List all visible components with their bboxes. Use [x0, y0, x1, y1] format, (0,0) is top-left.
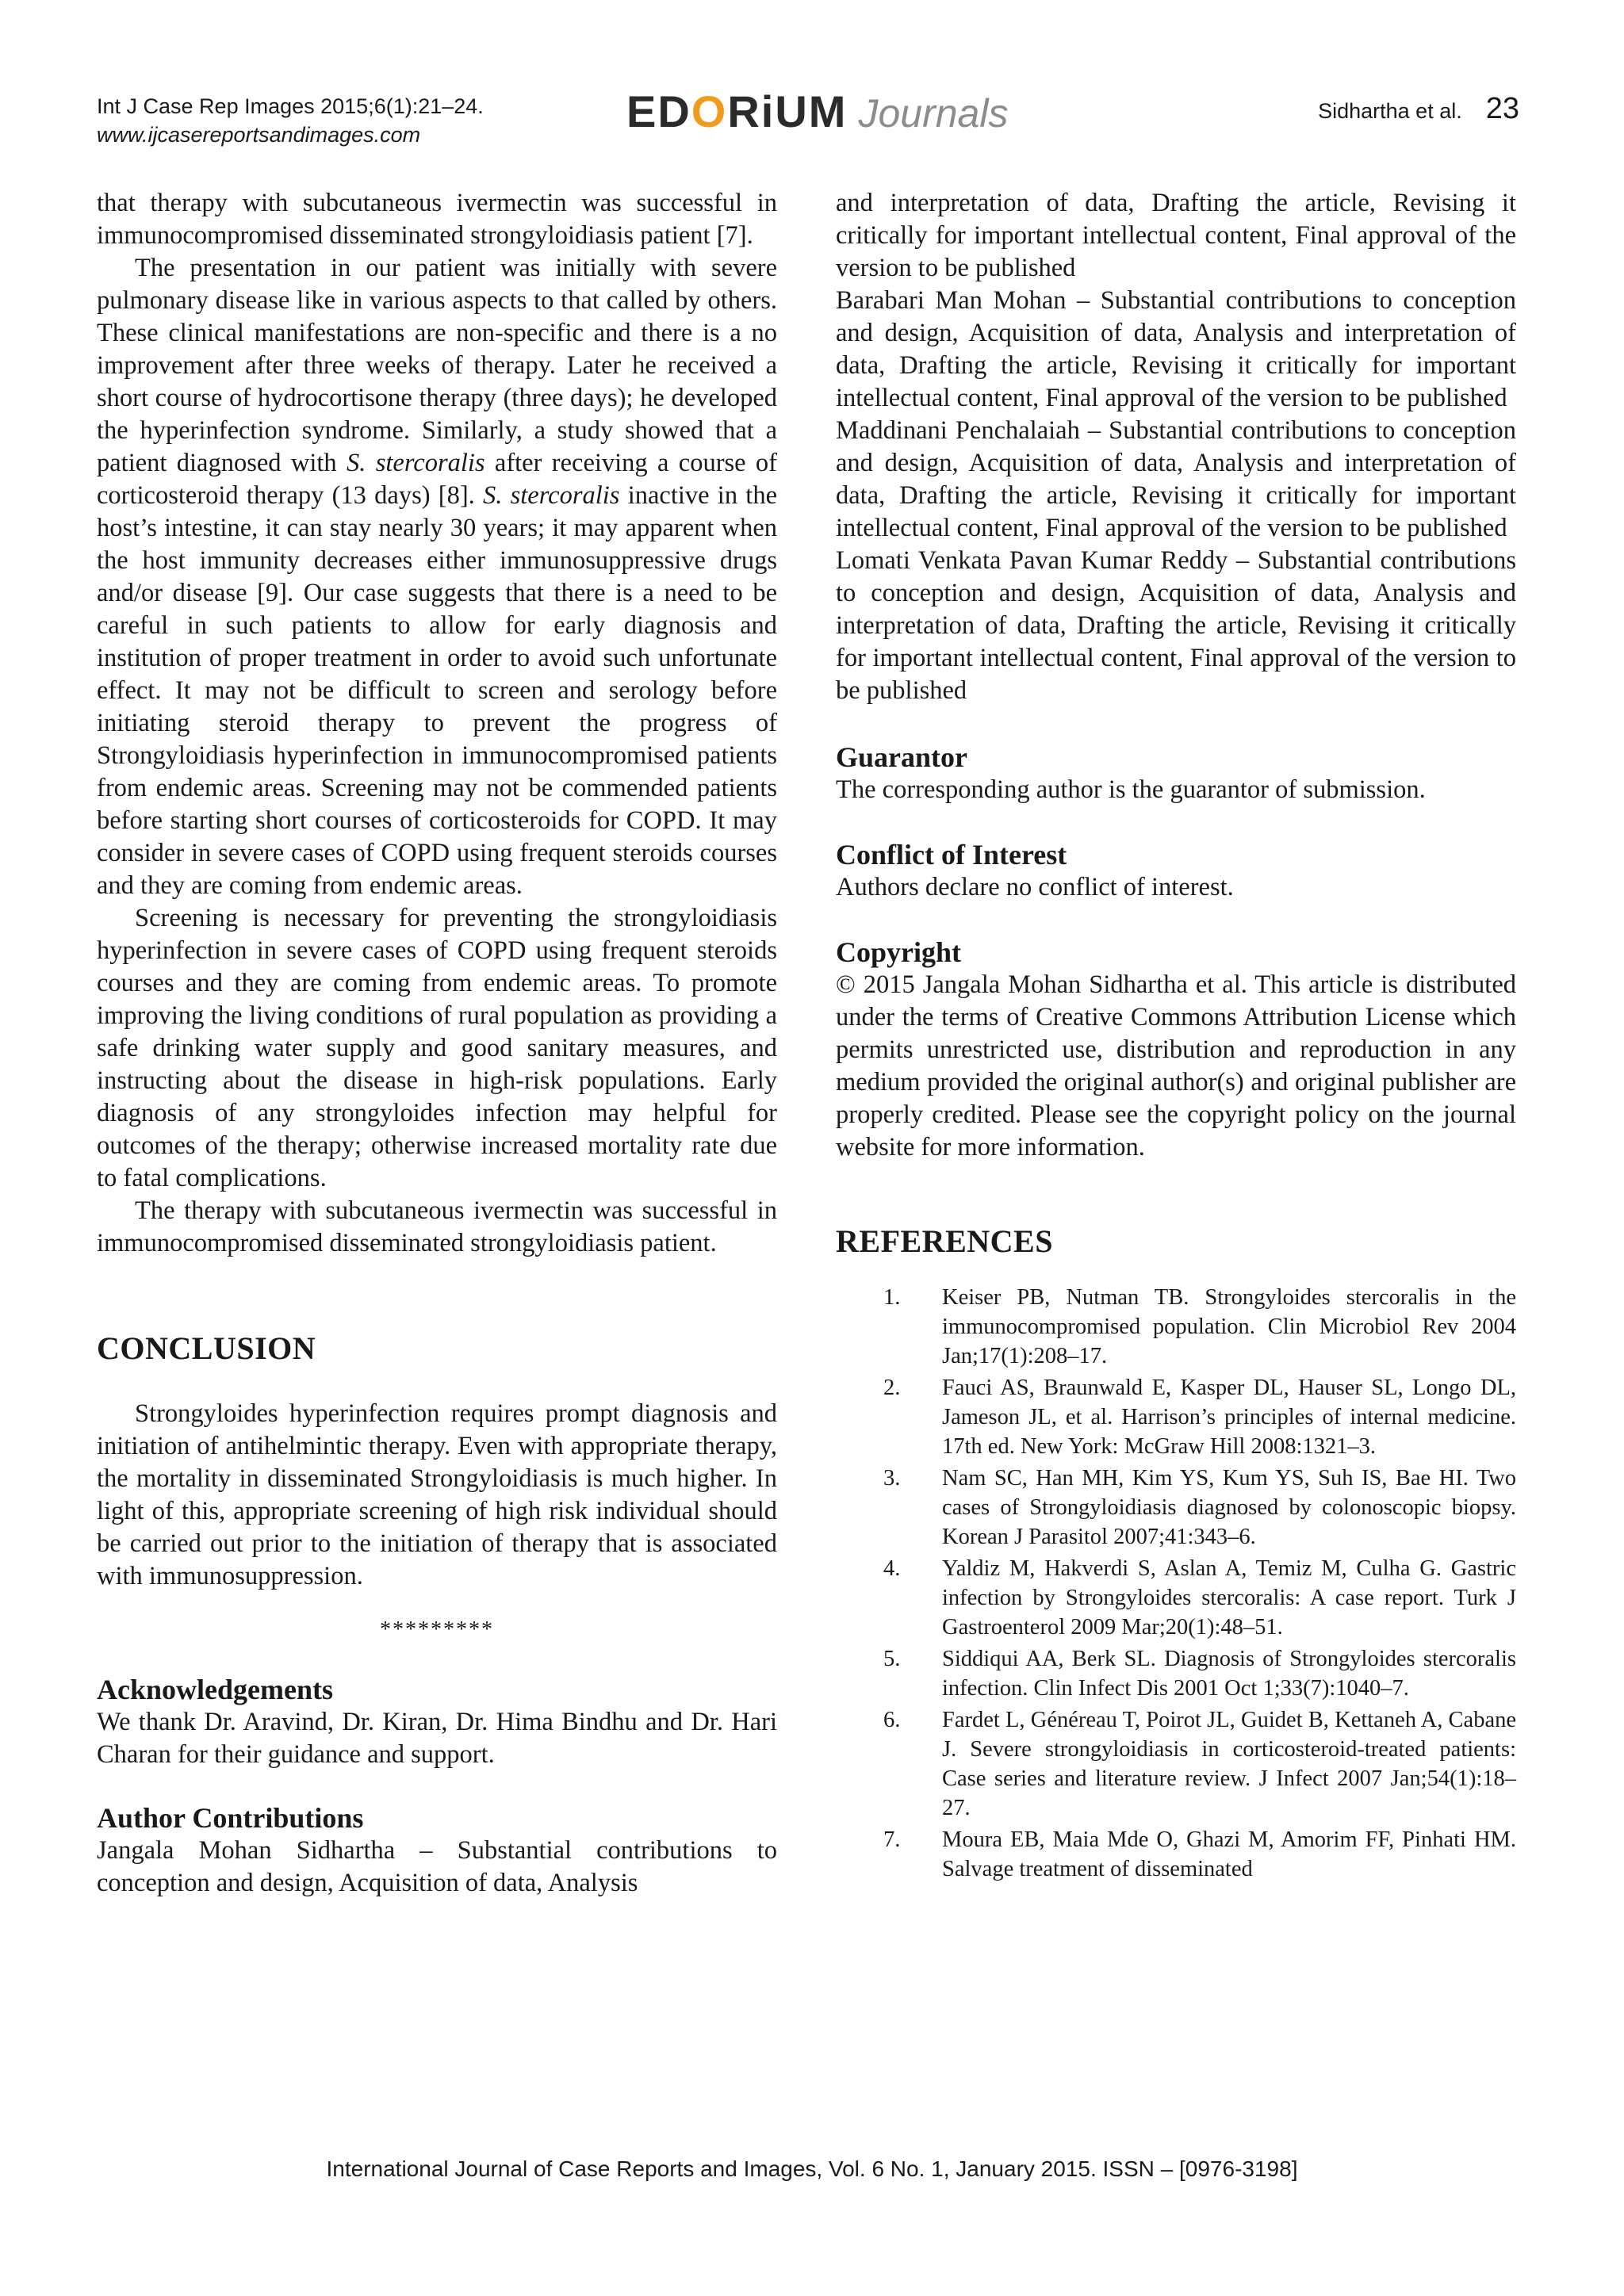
conclusion-heading: CONCLUSION: [97, 1330, 316, 1366]
reference-item: 5. Siddiqui AA, Berk SL. Diagnosis of Strongyloides stercoralis infection. Clin Infect Dis 2001 Oct 1;33(7):1040–7.: [883, 1647, 1516, 1701]
running-header-left: [97, 92, 484, 149]
author-contribution: and interpretation of data, Drafting the article, Revising it critically for important intellectual content, Final approval of the version to be published: [836, 189, 1516, 282]
author-contribution: Maddinani Penchalaiah – Substantial contributions to conception and design, Acquisition of data, Analysis and interpretation of data, Drafting the article, Revising it critically for important intellectual content, Final approval of the version to be published: [836, 416, 1516, 542]
reference-item: 3. Nam SC, Han MH, Kim YS, Kum YS, Suh IS, Bae HI. Two cases of Strongyloidiasis diagnosed by colonoscopic biopsy. Korean J Parasitol 2007;41:343–6.: [883, 1466, 1516, 1549]
author-contribution: Barabari Man Mohan – Substantial contributions to conception and design, Acquisition of data, Analysis and interpretation of data, Drafting the article, Revising it critically for important intellectual content, Final approval of the version to be published: [836, 286, 1516, 412]
section-separator: *********: [380, 1617, 494, 1642]
right-column: [836, 187, 1516, 1886]
reference-item: 4. Yaldiz M, Hakverdi S, Aslan A, Temiz M, Culha G. Gastric infection by Strongyloides stercoralis: A case report. Turk J Gastroenterol 2009 Mar;20(1):48–51.: [883, 1556, 1516, 1640]
reference-item: 6. Fardet L, Généreau T, Poirot JL, Guidet B, Kettaneh A, Cabane J. Severe strongyloidiasis in corticosteroid-treated patients: Case series and literature review. J Infect 2007 Jan;54(1):18–27.: [883, 1708, 1516, 1820]
edorium-journals-logo: [626, 86, 1008, 141]
page-footer: International Journal of Case Reports and Images, Vol. 6 No. 1, January 2015. ISSN – [0976-3198]: [326, 2156, 1298, 2181]
reference-item: 1. Keiser PB, Nutman TB. Strongyloides stercoralis in the immunocompromised population. Clin Microbiol Rev 2004 Jan;17(1):208–17.: [883, 1285, 1516, 1368]
body-paragraph: Screening is necessary for preventing the strongyloidiasis hyperinfection in severe cases of COPD using frequent steroids courses and they are coming from endemic areas. To promote improving the living conditions of rural population as providing a safe drinking water supply and good sanitary measures, and instructing about the disease in high-risk populations. Early diagnosis of any strongyloides infection may helpful for outcomes of the therapy; otherwise increased mortality rate due to fatal complications.: [97, 904, 777, 1192]
acknowledgements-heading: Acknowledgements: [97, 1674, 333, 1705]
conflict-of-interest-heading: Conflict of Interest: [836, 839, 1067, 871]
guarantor-text: The corresponding author is the guarantor of submission.: [836, 775, 1426, 804]
reference-list: [836, 1283, 1516, 1884]
guarantor-heading: Guarantor: [836, 741, 967, 773]
body-paragraph: that therapy with subcutaneous ivermectin was successful in immunocompromised disseminated strongyloidiasis patient [7].: [97, 189, 777, 250]
reference-item: 2. Fauci AS, Braunwald E, Kasper DL, Hauser SL, Longo DL, Jameson JL, et al. Harrison’s principles of internal medicine. 17th ed. New York: McGraw Hill 2008:1321–3.: [883, 1376, 1516, 1459]
left-column: [97, 187, 777, 1900]
journal-citation: Int J Case Rep Images 2015;6(1):21–24.: [97, 94, 484, 118]
logo-brand: EDORiUM: [626, 86, 848, 136]
body-paragraph: The therapy with subcutaneous ivermectin was successful in immunocompromised disseminated strongyloidiasis patient.: [97, 1196, 777, 1257]
reference-item: 7. Moura EB, Maia Mde O, Ghazi M, Amorim FF, Pinhati HM. Salvage treatment of disseminated: [883, 1827, 1516, 1881]
logo-journals: Journals: [858, 91, 1009, 136]
copyright-text: © 2015 Jangala Mohan Sidhartha et al. This article is distributed under the terms of Creative Commons Attribution License which permits unrestricted use, distribution and reproduction in any medium provided the original author(s) and original publisher are properly credited. Please see the copyright policy on the journal website for more information.: [836, 970, 1516, 1161]
author-contributions-heading: Author Contributions: [97, 1802, 364, 1834]
running-header-right: [1318, 92, 1519, 126]
running-author: Sidhartha et al.: [1318, 99, 1462, 123]
author-contribution: Jangala Mohan Sidhartha – Substantial contributions to conception and design, Acquisition of data, Analysis: [97, 1836, 777, 1897]
journal-website: www.ijcasereportsandimages.com: [97, 123, 421, 147]
acknowledgements-text: We thank Dr. Aravind, Dr. Kiran, Dr. Hima Bindhu and Dr. Hari Charan for their guidance and support.: [97, 1708, 777, 1769]
conflict-of-interest-text: Authors declare no conflict of interest.: [836, 873, 1234, 901]
body-paragraph: The presentation in our patient was initially with severe pulmonary disease like in various aspects to that called by others. These clinical manifestations are non-specific and there is a no improvement after three weeks of therapy. Later he received a short course of hydrocortisone therapy (three days); he developed the hyperinfection syndrome. Similarly, a study showed that a patient diagnosed with S. stercoralis after receiving a course of corticosteroid therapy (13 days) [8]. S. stercoralis inactive in the host’s intestine, it can stay nearly 30 years; it may apparent when the host immunity decreases either immunosuppressive drugs and/or disease [9]. Our case suggests that there is a need to be careful in such patients to allow for early diagnosis and institution of proper treatment in order to avoid such unfortunate effect. It may not be difficult to screen and serology before initiating steroid therapy to prevent the progress of Strongyloidiasis hyperinfection in immunocompromised patients from endemic areas. Screening may not be commended patients before starting short courses of corticosteroids for COPD. It may consider in severe cases of COPD using frequent steroids courses and they are coming from endemic areas.: [97, 254, 778, 900]
copyright-heading: Copyright: [836, 936, 962, 968]
conclusion-paragraph: Strongyloides hyperinfection requires prompt diagnosis and initiation of antihelmintic therapy. Even with appropriate therapy, the mortality in disseminated Strongyloidiasis is much higher. In light of this, appropriate screening of high risk individual should be carried out prior to the initiation of therapy that is associated with immunosuppression.: [97, 1399, 777, 1590]
author-contribution: Lomati Venkata Pavan Kumar Reddy – Substantial contributions to conception and design, Acquisition of data, Analysis and interpretation of data, Drafting the article, Revising it critically for important intellectual content, Final approval of the version to be published: [836, 546, 1516, 705]
references-heading: REFERENCES: [836, 1223, 1053, 1259]
page-number: 23: [1485, 92, 1519, 125]
